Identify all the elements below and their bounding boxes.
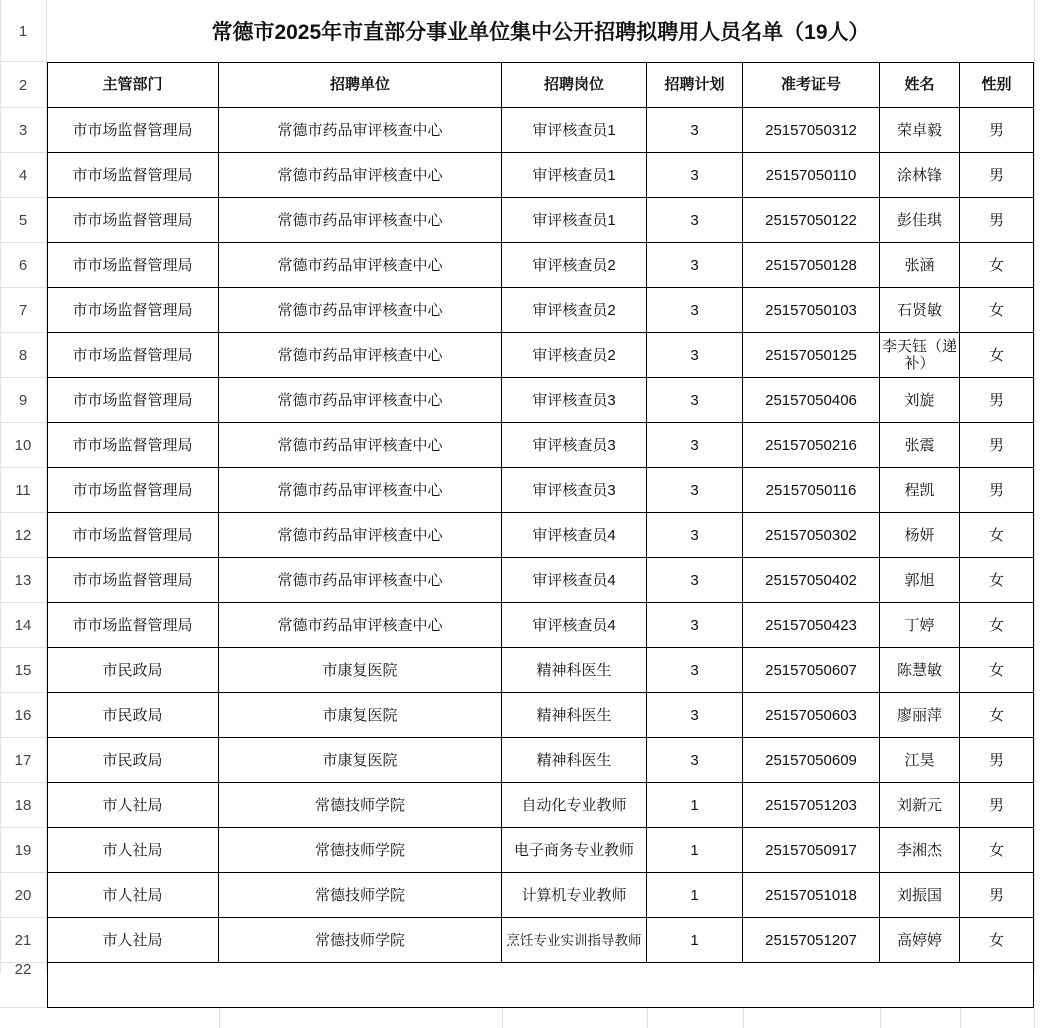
table-cell[interactable]: 25157050402 — [743, 558, 880, 603]
table-cell[interactable]: 3 — [647, 333, 743, 378]
table-cell[interactable]: 男 — [960, 153, 1034, 198]
table-cell[interactable]: 25157050116 — [743, 468, 880, 513]
table-cell[interactable]: 市康复医院 — [219, 738, 502, 783]
table-cell[interactable]: 市民政局 — [47, 693, 219, 738]
table-cell[interactable]: 刘新元 — [880, 783, 960, 828]
row-number[interactable]: 3 — [18, 122, 28, 139]
table-cell[interactable]: 25157050128 — [743, 243, 880, 288]
table-cell[interactable]: 25157050110 — [743, 153, 880, 198]
table-cell[interactable]: 精神科医生 — [502, 648, 647, 693]
table-cell[interactable]: 张震 — [880, 423, 960, 468]
table-cell[interactable]: 审评核查员4 — [502, 603, 647, 648]
table-cell[interactable]: 3 — [647, 423, 743, 468]
table-cell[interactable]: 25157050609 — [743, 738, 880, 783]
table-cell[interactable]: 常德市药品审评核查中心 — [219, 513, 502, 558]
table-cell[interactable]: 3 — [647, 378, 743, 423]
table-cell[interactable]: 女 — [960, 918, 1034, 963]
table-cell[interactable]: 市市场监督管理局 — [47, 153, 219, 198]
row-number[interactable]: 19 — [14, 842, 32, 859]
row-number[interactable]: 7 — [18, 302, 28, 319]
table-cell[interactable]: 廖丽萍 — [880, 693, 960, 738]
table-cell[interactable]: 市康复医院 — [219, 648, 502, 693]
table-cell[interactable]: 审评核查员1 — [502, 108, 647, 153]
table-cell[interactable]: 3 — [647, 558, 743, 603]
table-cell[interactable]: 石贤敏 — [880, 288, 960, 333]
table-cell[interactable]: 男 — [960, 783, 1034, 828]
table-cell[interactable]: 女 — [960, 828, 1034, 873]
table-cell[interactable]: 3 — [647, 198, 743, 243]
table-cell[interactable]: 市人社局 — [47, 873, 219, 918]
title-cell[interactable]: 常德市2025年市直部分事业单位集中公开招聘拟聘用人员名单（19人） — [211, 21, 870, 44]
table-cell[interactable]: 25157050603 — [743, 693, 880, 738]
table-cell[interactable]: 郭旭 — [880, 558, 960, 603]
table-cell[interactable]: 高婷婷 — [880, 918, 960, 963]
table-cell[interactable]: 审评核查员3 — [502, 423, 647, 468]
table-cell[interactable]: 男 — [960, 873, 1034, 918]
table-cell[interactable]: 自动化专业教师 — [502, 783, 647, 828]
table-cell[interactable]: 女 — [960, 513, 1034, 558]
table-cell[interactable]: 市市场监督管理局 — [47, 468, 219, 513]
table-cell[interactable]: 25157050917 — [743, 828, 880, 873]
table-cell[interactable]: 荣卓毅 — [880, 108, 960, 153]
table-cell[interactable]: 男 — [960, 108, 1034, 153]
table-cell[interactable]: 市民政局 — [47, 738, 219, 783]
row-number[interactable]: 21 — [14, 932, 32, 949]
table-cell[interactable]: 1 — [647, 828, 743, 873]
gridline — [1034, 0, 1035, 973]
table-cell[interactable]: 女 — [960, 648, 1034, 693]
gridline — [219, 1008, 220, 1028]
gridline — [880, 1008, 881, 1028]
header-cell[interactable]: 性别 — [960, 62, 1034, 108]
table-cell[interactable]: 市民政局 — [47, 648, 219, 693]
table-cell[interactable]: 常德市药品审评核查中心 — [219, 333, 502, 378]
table-cell[interactable]: 常德市药品审评核查中心 — [219, 378, 502, 423]
table-cell[interactable]: 25157050302 — [743, 513, 880, 558]
table-cell[interactable]: 市市场监督管理局 — [47, 198, 219, 243]
table-cell[interactable]: 陈慧敏 — [880, 648, 960, 693]
table-cell[interactable]: 常德技师学院 — [219, 873, 502, 918]
table-cell[interactable]: 常德市药品审评核查中心 — [219, 243, 502, 288]
table-cell[interactable]: 25157051018 — [743, 873, 880, 918]
table-cell[interactable]: 常德市药品审评核查中心 — [219, 198, 502, 243]
table-cell[interactable]: 25157050103 — [743, 288, 880, 333]
table-cell[interactable]: 市人社局 — [47, 918, 219, 963]
table-cell[interactable]: 男 — [960, 378, 1034, 423]
table-cell[interactable]: 彭佳琪 — [880, 198, 960, 243]
table-cell[interactable]: 市市场监督管理局 — [47, 513, 219, 558]
header-cell[interactable]: 姓名 — [880, 62, 960, 108]
table-cell[interactable]: 25157050216 — [743, 423, 880, 468]
table-cell[interactable]: 精神科医生 — [502, 738, 647, 783]
table-cell[interactable]: 李湘杰 — [880, 828, 960, 873]
gridline — [743, 1008, 744, 1028]
table-cell[interactable]: 常德市药品审评核查中心 — [219, 423, 502, 468]
table-cell[interactable]: 25157051203 — [743, 783, 880, 828]
row-number[interactable]: 5 — [18, 212, 28, 229]
table-cell[interactable]: 审评核查员2 — [502, 288, 647, 333]
table-cell[interactable]: 市人社局 — [47, 828, 219, 873]
table-cell[interactable]: 常德市药品审评核查中心 — [219, 603, 502, 648]
table-cell[interactable]: 1 — [647, 783, 743, 828]
table-cell[interactable]: 市市场监督管理局 — [47, 243, 219, 288]
table-cell[interactable]: 女 — [960, 603, 1034, 648]
gridline — [502, 1008, 503, 1028]
row-number[interactable]: 2 — [18, 76, 28, 94]
table-cell[interactable]: 25157051207 — [743, 918, 880, 963]
table-cell[interactable]: 丁婷 — [880, 603, 960, 648]
table-cell[interactable]: 江昊 — [880, 738, 960, 783]
gridline — [647, 1008, 648, 1028]
table-cell[interactable]: 常德技师学院 — [219, 783, 502, 828]
table-cell[interactable]: 市市场监督管理局 — [47, 558, 219, 603]
gridline — [960, 1008, 961, 1028]
table-cell[interactable]: 3 — [647, 468, 743, 513]
table-cell[interactable]: 刘旋 — [880, 378, 960, 423]
row-number[interactable]: 15 — [14, 662, 32, 679]
table-cell[interactable]: 电子商务专业教师 — [502, 828, 647, 873]
row-number[interactable]: 18 — [14, 797, 32, 814]
table-cell[interactable]: 涂林锋 — [880, 153, 960, 198]
table-cell[interactable]: 审评核查员1 — [502, 198, 647, 243]
table-cell[interactable]: 3 — [647, 738, 743, 783]
table-cell[interactable]: 25157050423 — [743, 603, 880, 648]
table-cell[interactable]: 25157050125 — [743, 333, 880, 378]
table-cell[interactable]: 25157050312 — [743, 108, 880, 153]
table-cell[interactable]: 市康复医院 — [219, 693, 502, 738]
row-number[interactable]: 13 — [14, 572, 32, 589]
table-cell[interactable]: 市市场监督管理局 — [47, 378, 219, 423]
row-number[interactable]: 14 — [14, 617, 32, 634]
table-cell[interactable]: 审评核查员3 — [502, 378, 647, 423]
header-cell[interactable]: 招聘岗位 — [502, 62, 647, 108]
row-number[interactable]: 1 — [18, 22, 28, 40]
table-cell[interactable]: 常德市药品审评核查中心 — [219, 153, 502, 198]
table-cell[interactable]: 女 — [960, 333, 1034, 378]
table-cell[interactable]: 3 — [647, 693, 743, 738]
table-cell[interactable]: 女 — [960, 693, 1034, 738]
table-cell[interactable]: 刘振国 — [880, 873, 960, 918]
row-number[interactable]: 17 — [14, 752, 32, 769]
row-number[interactable]: 12 — [14, 527, 32, 544]
row-number[interactable]: 16 — [14, 707, 32, 724]
table-cell[interactable]: 市市场监督管理局 — [47, 288, 219, 333]
table-cell[interactable]: 3 — [647, 288, 743, 333]
table-cell[interactable]: 3 — [647, 603, 743, 648]
row-number[interactable]: 8 — [18, 347, 28, 364]
row-number[interactable]: 10 — [14, 437, 32, 454]
table-cell[interactable]: 杨妍 — [880, 513, 960, 558]
table-cell[interactable]: 审评核查员4 — [502, 558, 647, 603]
table-cell[interactable]: 3 — [647, 108, 743, 153]
table-cell[interactable]: 程凯 — [880, 468, 960, 513]
header-cell[interactable]: 招聘单位 — [219, 62, 502, 108]
header-cell[interactable]: 准考证号 — [743, 62, 880, 108]
table-cell[interactable]: 张涵 — [880, 243, 960, 288]
gridline — [0, 1007, 47, 1008]
table-cell[interactable]: 男 — [960, 738, 1034, 783]
table-cell[interactable]: 3 — [647, 243, 743, 288]
table-cell[interactable]: 女 — [960, 243, 1034, 288]
table-cell[interactable]: 精神科医生 — [502, 693, 647, 738]
table-cell[interactable]: 男 — [960, 423, 1034, 468]
table-cell[interactable]: 市市场监督管理局 — [47, 333, 219, 378]
table-cell[interactable]: 审评核查员3 — [502, 468, 647, 513]
table-cell[interactable]: 常德市药品审评核查中心 — [219, 108, 502, 153]
table-cell[interactable]: 审评核查员4 — [502, 513, 647, 558]
table-cell[interactable]: 常德技师学院 — [219, 828, 502, 873]
table-cell[interactable]: 25157050406 — [743, 378, 880, 423]
table-cell[interactable]: 女 — [960, 288, 1034, 333]
row-number[interactable]: 22 — [14, 960, 32, 978]
table-cell[interactable]: 男 — [960, 198, 1034, 243]
table-cell[interactable]: 计算机专业教师 — [502, 873, 647, 918]
table-cell[interactable]: 烹饪专业实训指导教师 — [502, 918, 647, 963]
header-cell[interactable]: 招聘计划 — [647, 62, 743, 108]
table-cell[interactable]: 常德技师学院 — [219, 918, 502, 963]
table-cell[interactable]: 3 — [647, 153, 743, 198]
table-cell[interactable]: 1 — [647, 873, 743, 918]
table-cell[interactable]: 常德市药品审评核查中心 — [219, 468, 502, 513]
row-number[interactable]: 9 — [18, 392, 28, 409]
table-cell[interactable]: 市市场监督管理局 — [47, 603, 219, 648]
table-cell[interactable]: 审评核查员2 — [502, 243, 647, 288]
table-cell[interactable]: 审评核查员2 — [502, 333, 647, 378]
table-cell[interactable]: 3 — [647, 513, 743, 558]
gridline — [1034, 1008, 1035, 1028]
table-cell[interactable]: 25157050607 — [743, 648, 880, 693]
table-cell[interactable]: 市市场监督管理局 — [47, 423, 219, 468]
row-number[interactable]: 11 — [15, 482, 31, 499]
table-cell[interactable]: 市市场监督管理局 — [47, 108, 219, 153]
table-cell[interactable]: 3 — [647, 648, 743, 693]
table-cell[interactable]: 常德市药品审评核查中心 — [219, 288, 502, 333]
table-cell[interactable]: 审评核查员1 — [502, 153, 647, 198]
table-cell[interactable]: 市人社局 — [47, 783, 219, 828]
table-cell[interactable]: 1 — [647, 918, 743, 963]
header-cell[interactable]: 主管部门 — [47, 62, 219, 108]
table-cell[interactable]: 女 — [960, 558, 1034, 603]
table-cell[interactable]: 李天钰（递补） — [880, 333, 960, 378]
row-number[interactable]: 6 — [18, 257, 28, 274]
table-cell[interactable]: 常德市药品审评核查中心 — [219, 558, 502, 603]
row-number[interactable]: 4 — [18, 167, 28, 184]
row-number[interactable]: 20 — [14, 887, 32, 904]
table-cell[interactable]: 25157050122 — [743, 198, 880, 243]
table-cell[interactable]: 男 — [960, 468, 1034, 513]
